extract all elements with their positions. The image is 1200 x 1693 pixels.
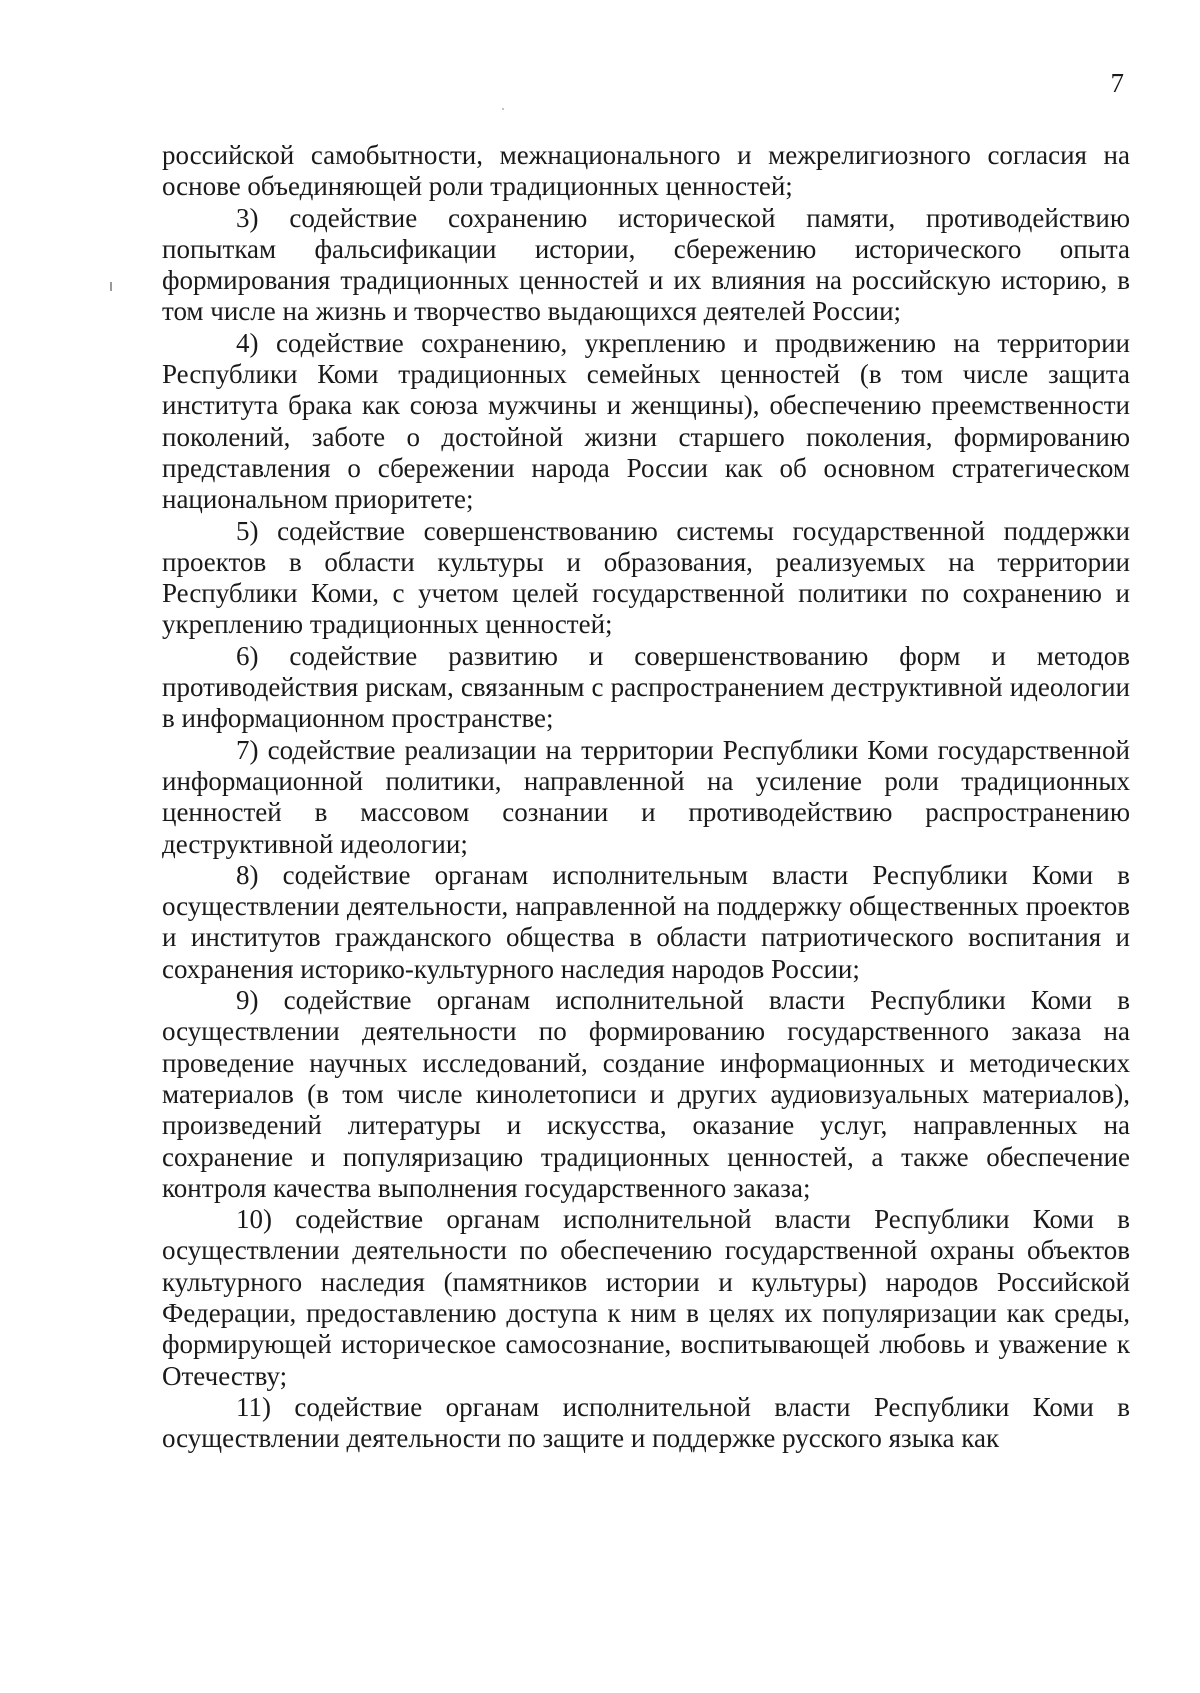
paragraph-item-4: 4) содействие сохранению, укреплению и продвижению на территории Республики Коми традиционных семейных ценностей (в том числе защита института брака как союза мужчины и женщины), обеспечению преемственности поколений, заботе о достойной жизни старшего поколения, формированию представления о сбережении народа России как об основном стратегическом национальном приоритете; bbox=[162, 327, 1130, 515]
paragraph-item-5: 5) содействие совершенствованию системы государственной поддержки проектов в области культуры и образования, реализуемых на территории Республики Коми, с учетом целей государственной политики по сохранению и укреплению традиционных ценностей; bbox=[162, 515, 1130, 640]
paragraph-item-3: 3) содействие сохранению исторической памяти, противодействию попыткам фальсификации истории, сбережению исторического опыта формирования традиционных ценностей и их влияния на российскую историю, в том числе на жизнь и творчество выдающихся деятелей России; bbox=[162, 202, 1130, 327]
paragraph-item-10: 10) содействие органам исполнительной власти Республики Коми в осуществлении деятельности по обеспечению государственной охраны объектов культурного наследия (памятников истории и культуры) народов Российской Федерации, предоставлению доступа к ним в целях их популяризации как среды, формирующей историческое самосознание, воспитывающей любовь и уважение к Отечеству; bbox=[162, 1204, 1130, 1391]
paragraph-item-11: 11) содействие органам исполнительной власти Республики Коми в осуществлении деятельности по защите и поддержке русского языка как bbox=[162, 1391, 1130, 1454]
margin-mark bbox=[110, 282, 112, 291]
paragraph-item-6: 6) содействие развитию и совершенствованию форм и методов противодействия рискам, связанным с распространением деструктивной идеологии в информационном пространстве; bbox=[162, 640, 1130, 734]
document-body bbox=[162, 140, 1130, 1454]
paragraph-item-7: 7) содействие реализации на территории Республики Коми государственной информационной политики, направленной на усиление роли традиционных ценностей в массовом сознании и противодействию распространению деструктивной идеологии; bbox=[162, 734, 1130, 859]
paragraph-item-9: 9) содействие органам исполнительной власти Республики Коми в осуществлении деятельности по формированию государственного заказа на проведение научных исследований, создание информационных и методических материалов (в том числе кинолетописи и других аудиовизуальных материалов), произведений литературы и искусства, оказание услуг, направленных на сохранение и популяризацию традиционных ценностей, а также обеспечение контроля качества выполнения государственного заказа; bbox=[162, 985, 1130, 1203]
paragraph-item-8: 8) содействие органам исполнительным власти Республики Коми в осуществлении деятельности, направленной на поддержку общественных проектов и институтов гражданского общества в области патриотического воспитания и сохранения историко-культурного наследия народов России; bbox=[162, 859, 1130, 984]
scan-speck bbox=[502, 108, 504, 110]
page-number: 7 bbox=[1110, 68, 1124, 98]
paragraph-continuation: российской самобытности, межнационального и межрелигиозного согласия на основе объединяющей роли традиционных ценностей; bbox=[162, 140, 1130, 202]
